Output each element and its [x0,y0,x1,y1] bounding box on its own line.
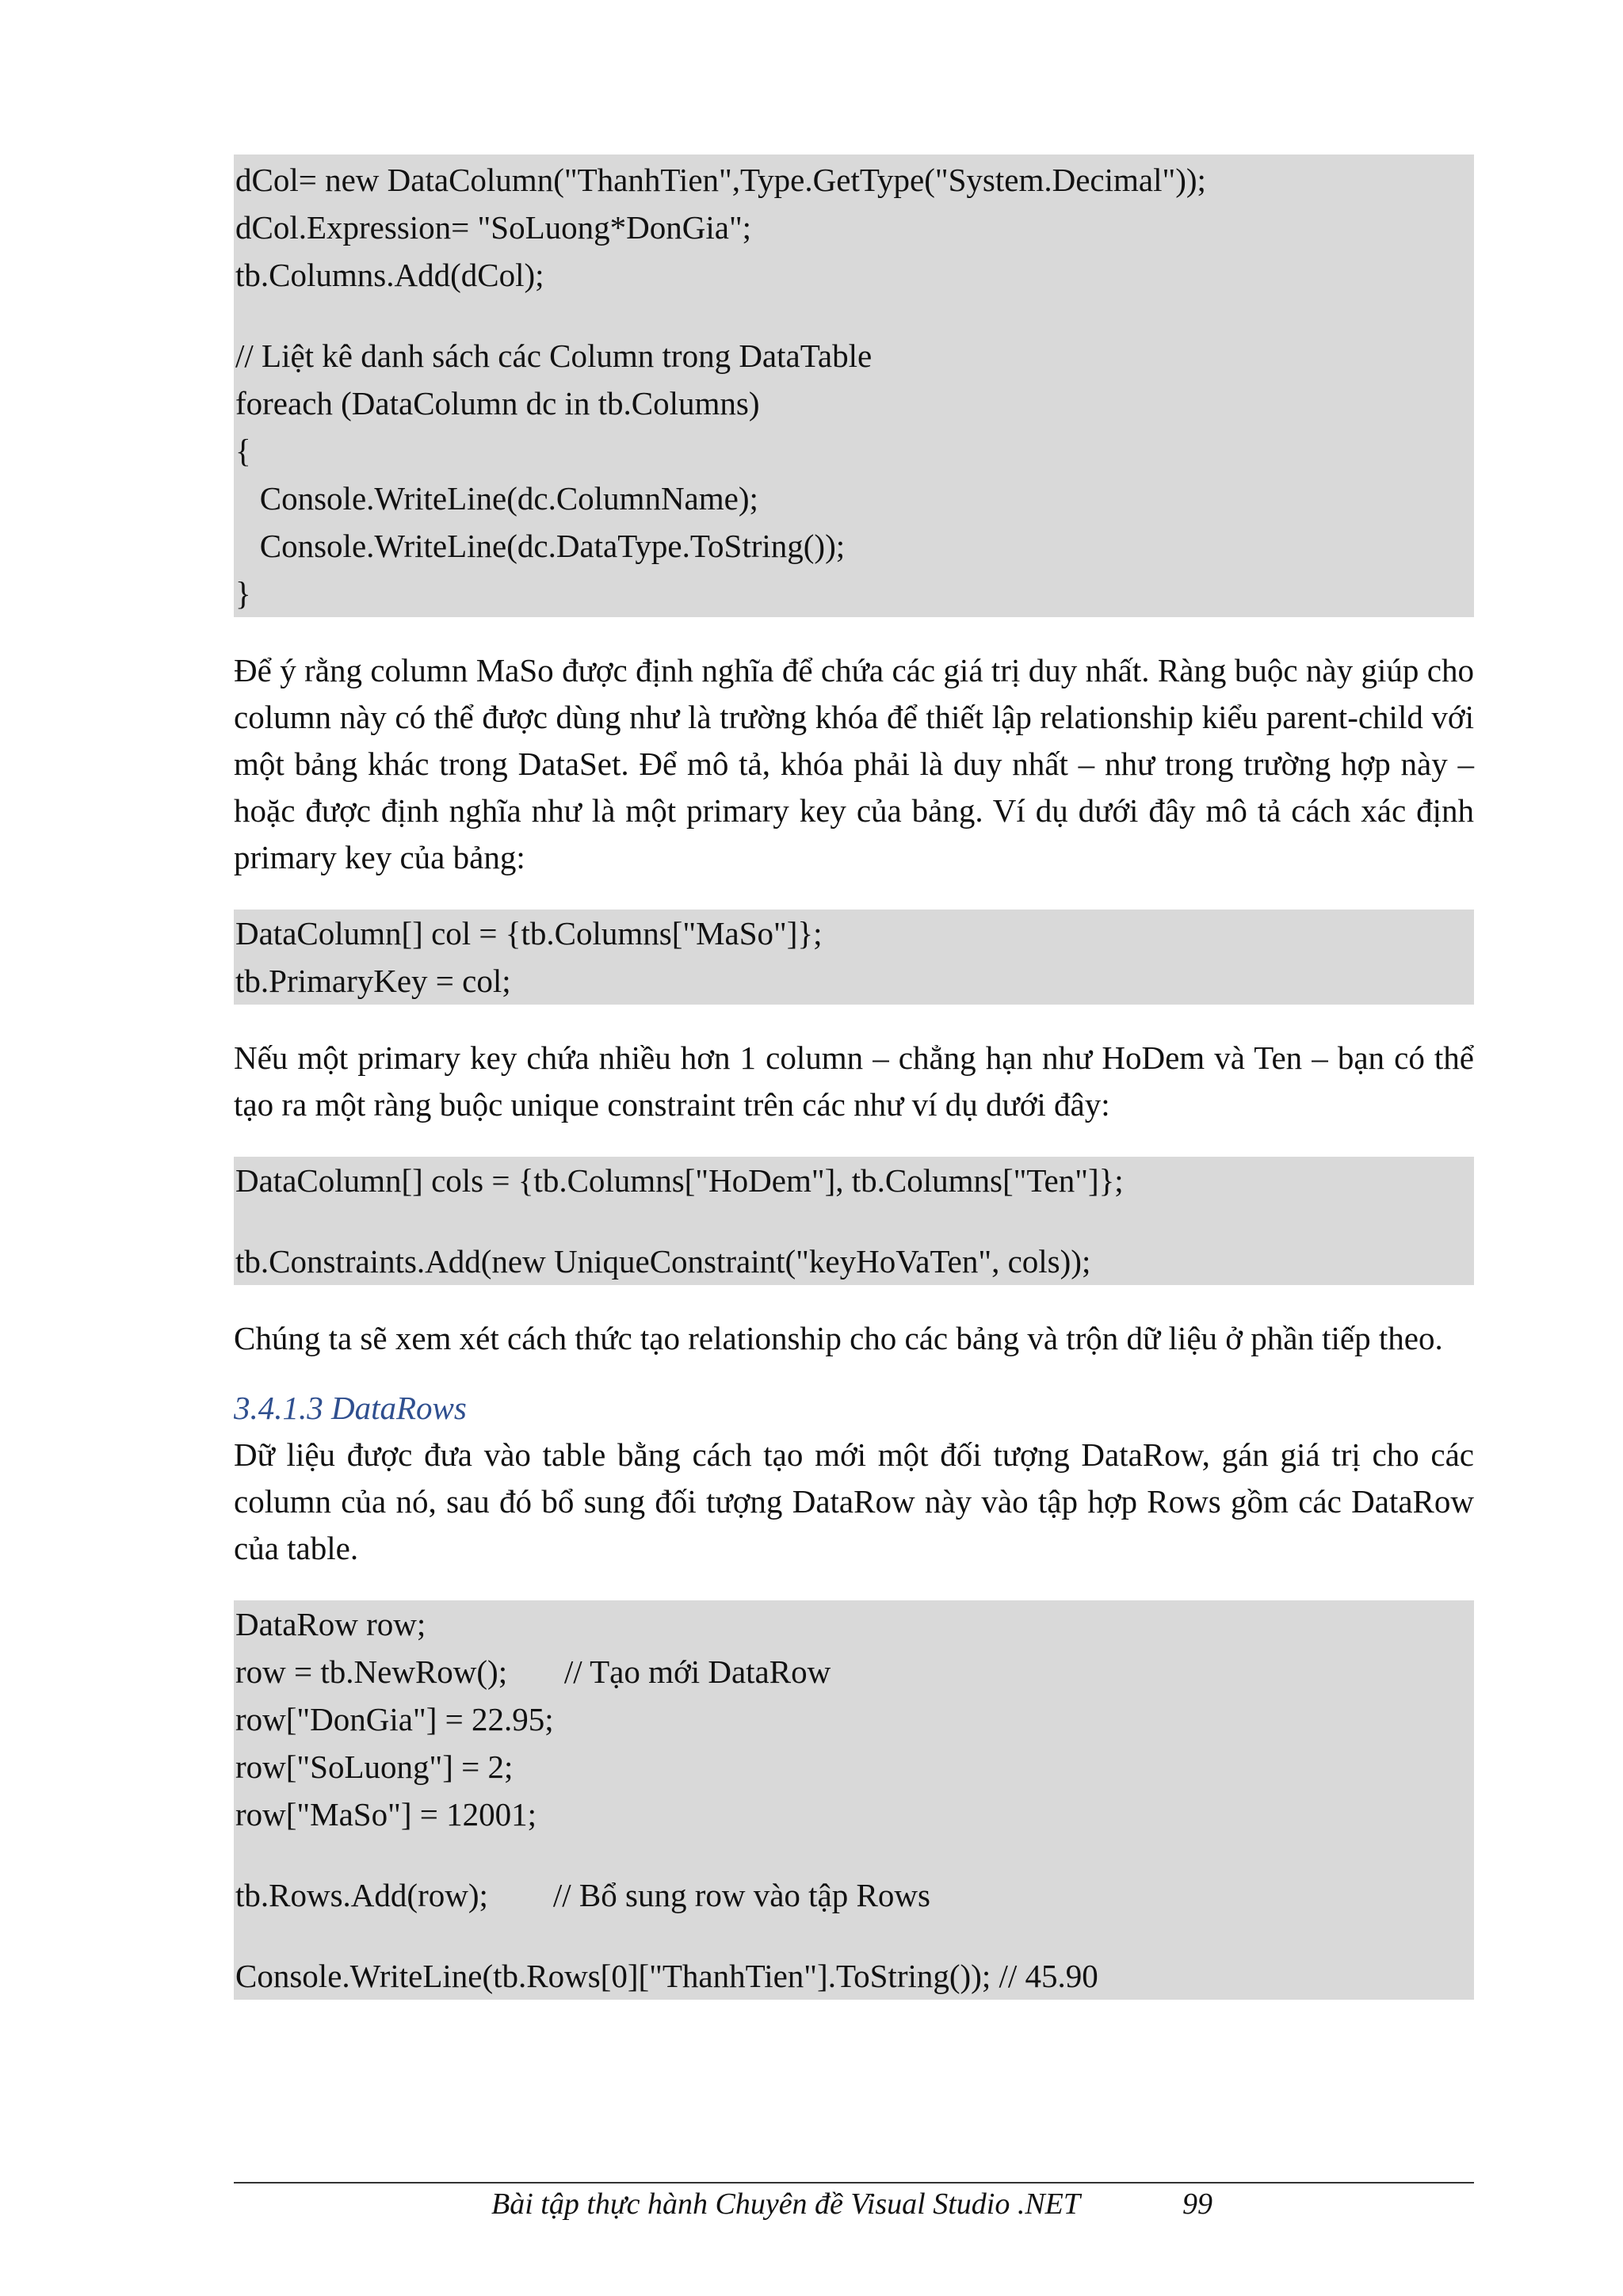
paragraph-relationship: Chúng ta sẽ xem xét cách thức tạo relationship cho các bảng và trộn dữ liệu ở phần tiếp theo. [234,1320,1443,1356]
code-line: Console.WriteLine(dc.ColumnName); [235,480,758,517]
code-line: row["SoLuong"] = 2; [235,1749,514,1785]
code-block-primary-key [234,910,1474,1005]
code-line: tb.Columns.Add(dCol); [235,257,544,293]
code-line: DataRow row; [235,1606,426,1642]
code-line: foreach (DataColumn dc in tb.Columns) [235,385,760,421]
code-line: dCol.Expression= "SoLuong*DonGia"; [235,209,752,246]
code-line: } [235,575,251,612]
code-line: DataColumn[] cols = {tb.Columns["HoDem"], tb.Columns["Ten"]}; [235,1162,1124,1199]
footer-title: Bài tập thực hành Chuyên đề Visual Studio .NET [491,2187,1081,2221]
section-heading: 3.4.1.3 DataRows [234,1390,467,1426]
code-line: { [235,433,251,469]
paragraph-datarow: Dữ liệu được đưa vào table bằng cách tạo mới một đối tượng DataRow, gán giá trị cho các column của nó, sau đó bổ sung đối tượng DataRow này vào tập hợp Rows gồm các DataRow của table. [234,1436,1474,1566]
code-line: Console.WriteLine(dc.DataType.ToString()); [235,528,846,564]
code-line: DataColumn[] col = {tb.Columns["MaSo"]}; [235,915,823,952]
code-line: row["DonGia"] = 22.95; [235,1701,554,1737]
page-number: 99 [1182,2187,1212,2221]
page-content [234,154,1474,2000]
paragraph-unique-constraint: Nếu một primary key chứa nhiều hơn 1 column – chẳng hạn như HoDem và Ten – bạn có thể tạo ra một ràng buộc unique constraint trên các như ví dụ dưới đây: [234,1039,1474,1123]
code-line: row["MaSo"] = 12001; [235,1796,537,1833]
code-line: dCol= new DataColumn("ThanhTien",Type.GetType("System.Decimal")); [235,162,1206,198]
code-line: tb.Constraints.Add(new UniqueConstraint("keyHoVaTen", cols)); [235,1243,1091,1280]
code-line: row = tb.NewRow(); // Tạo mới DataRow [235,1653,831,1690]
code-comment: // Liệt kê danh sách các Column trong DataTable [235,338,873,374]
paragraph-unique-column: Để ý rằng column MaSo được định nghĩa để chứa các giá trị duy nhất. Ràng buộc này giúp cho column này có thể được dùng như là trường khóa để thiết lập relationship kiểu parent-child với một bảng khác trong DataSet. Để mô tả, khóa phải là duy nhất – như trong trường hợp này – hoặc được định nghĩa như là một primary key của bảng. Ví dụ dưới đây mô tả cách xác định primary key của bảng: [234,652,1474,875]
code-line: Console.WriteLine(tb.Rows[0]["ThanhTien"].ToString()); // 45.90 [235,1958,1098,1994]
code-line: tb.PrimaryKey = col; [235,963,511,999]
code-block-datacolumn [234,154,1474,617]
code-line: tb.Rows.Add(row); // Bổ sung row vào tập Rows [235,1877,930,1913]
code-block-constraint [234,1157,1474,1285]
footer-divider [234,2182,1474,2183]
code-block-datarow [234,1600,1474,2000]
